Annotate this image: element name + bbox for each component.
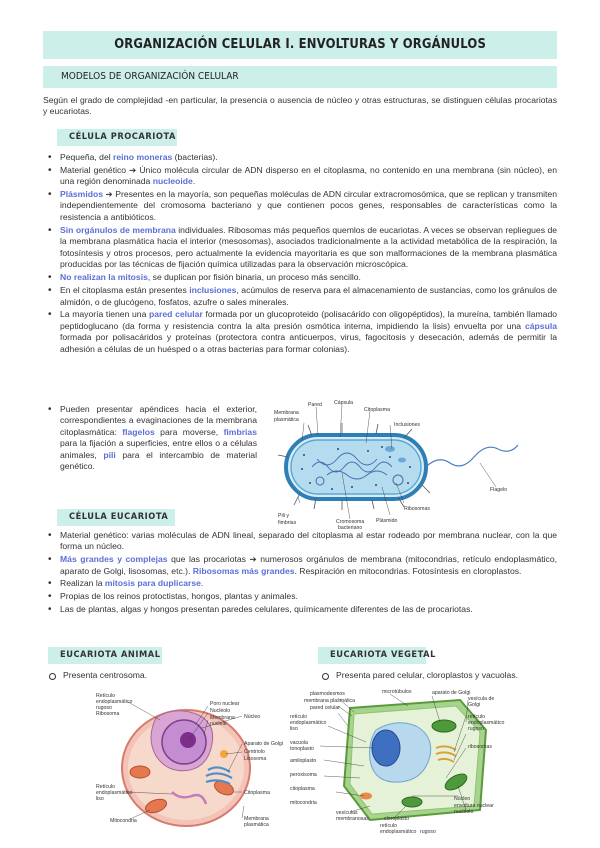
animal-label-rer-1: Retículo [96,693,116,699]
animal-label-citoplasma: Citoplasma [244,790,270,796]
vegetal-list [318,670,558,681]
plant-label-rer2-3: rugoso [420,829,436,835]
label-pared: Pared [308,402,322,408]
plant-label-citoplasma: citoplasma [290,786,315,792]
label-cromosoma: Cromosoma [336,519,365,525]
animal-label-rer-2: endoplasmático [96,699,133,705]
animal-nucleolus [180,732,196,748]
animal-label-ribosoma: Ribosoma [96,711,120,717]
plant-label-nucleolo: nucléolo [454,809,474,815]
animal-label-rel-1: Retículo [96,784,116,790]
bacteria-diagram [272,397,522,530]
eucariota-item-complejas: • Más grandes y complejas que las procariotas ➔ numerosos orgánulos de membrana (mitocondrias, retículo endoplasmático, aparato de Golgi, lisosomas, etc.). Ribosomas más grandes. Respiración en mitocondrias. Fotosíntesis en cloroplastos. [45,554,557,577]
vegetal-heading-tag [318,647,436,664]
plant-label-amiloplasto: amiloplasto [290,758,317,764]
procariota-appendix-list [45,404,257,474]
plant-label-golgi: aparato de Golgi [432,690,471,696]
plant-label-rer-3: rugoso [468,726,484,732]
label-citoplasma: Citoplasma [364,407,390,413]
plant-label-nucleo: Núcleo [454,796,471,802]
plant-label-tonoplasto: tonoplasto [290,746,314,752]
label-fimbrias: fimbrias [278,520,297,526]
label-ribosomas: Ribosomas [404,506,430,512]
plant-chloroplast-1 [432,720,456,732]
animal-label-memb-pl-1: Membrana [244,816,269,822]
plant-label-rer-2: endoplasmático [468,720,505,726]
plant-label-peroxisoma: peroxisoma [290,772,317,778]
bacteria-cell [286,435,426,499]
animal-heading: EUCARIOTA ANIMAL [60,649,161,661]
plant-label-vesiculas-1: vesículas [336,810,358,816]
label-capsula: Cápsula [334,400,354,406]
plant-label-rel-1: retículo [290,714,308,720]
vegetal-item: Presenta pared celular, cloroplastos y vacuolas. [318,670,558,681]
procariota-item-organulos: • Sin orgánulos de membrana individuales. Ribosomas más pequeños quemlos de eucariotas. A veces se observan repliegues de la membrana plasmática hacia el interior (mesosomas), asociados tradicionalmente a la actividad metabólica de la respiración, la fotosíntesis y otros procesos, pero actualmente la evidencia mayoritaria es que son malformaciones de la membrana plasmática producidas por las técnicas de fijación química utilizadas para la observación microscópica. [45,225,557,271]
eucariota-item-reinos: • Propias de los reinos protoctistas, hongos, plantas y animales. [45,591,557,602]
animal-label-golgi: Aparato de Golgi [244,741,283,747]
label-inclusiones: Inclusiones [394,422,420,428]
animal-label-centriolo: Centriolo [244,749,265,755]
label-flagelo: Flagelo [490,487,508,493]
eucariota-item-paredes: • Las de plantas, algas y hongos presentan paredes celulares, químicamente diferentes de las de procariotas. [45,604,557,615]
plant-label-pared: pared celular [310,705,340,711]
animal-label-memb-nuc-2: nuclear [210,721,228,727]
label-membrana: Membrana [274,410,299,416]
animal-label-nucleolo: Nucléolo [210,708,231,714]
plant-label-plasmodesmos: plasmodesmos [310,691,345,697]
procariota-list [45,152,557,357]
animal-label-mitocondria: Mitocondria [110,818,137,824]
plant-label-rer-1: retículo [468,714,486,720]
plant-label-cloroplasto: cloroplasto [384,816,410,822]
eucariota-heading: CÉLULA EUCARIOTA [69,511,169,523]
plant-label-vesiculas-2: membranosas [336,816,369,822]
plant-mitochondria [360,793,372,800]
procariota-item-mitosis: • No realizan la mitosis, se duplican por fisión binaria, un proceso más sencillo. [45,272,557,283]
procariota-item-size: • Pequeña, del reino moneras (bacterias). [45,152,557,163]
animal-label-rel-2: endoplasmático [96,790,133,796]
section-title-bar [43,66,557,88]
procariota-item-pared: • La mayoría tienen una pared celular formada por un glucoproteido (polisacárido con oligopéptidos), la mureína, también llamado peptidoglucano (da forma y resistencia contra la alta presión osmótica interna, impidiendo la lisis) envuelta por una cápsula formada por polisacáridos y proteínas (protectora contra anticuerpos, virus, fagocitosis y desecación, además de permitir la adhesión a células de un huésped o a otras bacterias para formar colonias). [45,309,557,355]
animal-list [45,670,285,681]
plant-label-vesicula-2: Golgi [468,702,481,708]
animal-label-nucleo: Núcleo [244,714,261,720]
section-title: MODELOS DE ORGANIZACIÓN CELULAR [61,71,239,83]
plant-label-rer2-2: endoplasmático [380,829,417,835]
plant-label-envoltura: envoltura nuclear [454,803,494,809]
plant-label-microtubulos: microtúbulos [382,689,412,695]
plant-label-ribosomas: ribosomas [468,744,492,750]
bacteria-flagellum [426,445,518,467]
eucariota-heading-tag [57,509,175,526]
animal-label-lisosoma: Lisosoma [244,756,267,762]
eucariota-item-genetic: • Material genético: varias moléculas de ADN lineal, separado del citoplasma al estar rodeado por membrana nuclear, con la que forma un núcleo. [45,530,557,553]
eucariota-list [45,530,557,617]
animal-mitochondria-1 [130,766,150,778]
animal-heading-tag [48,647,162,664]
animal-cell-diagram [96,688,286,838]
procariota-item-apendices: • Pueden presentar apéndices hacia el exterior, correspondientes a evaginaciones de la membrana citoplasmática: flagelos para moverse, fimbrias para la fijación a superficies, entre ellos o a células animales, pili para el intercambio de material genético. [45,404,257,473]
animal-label-memb-nuc-1: Membrana [210,715,235,721]
plant-label-rer2-1: retículo [380,823,398,829]
label-plasmido: Plásmido [376,518,398,524]
plant-label-vacuola: vacuola [290,740,308,746]
procariota-heading-tag [57,129,177,146]
label-bacteriano: bacteriano [338,525,363,530]
animal-label-memb-pl-2: plasmática [244,822,269,828]
procariota-item-inclusiones: • En el citoplasma están presentes inclusiones, acúmulos de reserva para el almacenamiento de sustancias, como los gránulos de almidón, o de glucógeno, fosfatos, azufre o sales minerales. [45,285,557,308]
plant-label-membrana: membrana plasmática [304,698,356,704]
plant-chloroplast-3 [402,797,422,807]
plant-label-rel-3: liso [290,726,298,732]
eucariota-item-mitosis: • Realizan la mitosis para duplicarse. [45,578,557,589]
plant-nucleus [372,730,400,766]
animal-label-rel-3: liso [96,796,104,802]
animal-label-rer-3: rugoso [96,705,112,711]
label-plasmatica: plasmática [274,417,299,423]
intro-paragraph: Según el grado de complejidad -en particular, la presencia o ausencia de núcleo y otras estructuras, se distinguen células procariotas y eucariotas. [43,95,557,117]
plant-cell-diagram [290,686,506,836]
vegetal-heading: EUCARIOTA VEGETAL [330,649,436,661]
procariota-item-plasmidos: • Plásmidos ➔ Presentes en la mayoría, son pequeñas moléculas de ADN circular extracromosómica, que se replican y transmiten independientemente del cromosoma bacteriano y que contienen pocos genes, responsables de características como la resistencia a antibióticos. [45,189,557,223]
animal-label-poro: Poro nuclear [210,701,240,707]
plant-label-mitocondria: mitocondria [290,800,317,806]
page-title: ORGANIZACIÓN CELULAR I. ENVOLTURAS Y ORGÁNULOS [114,36,486,53]
plant-label-vesicula-1: vesícula de [468,696,495,702]
procariota-heading: CÉLULA PROCARIOTA [69,131,176,143]
procariota-item-genetic: • Material genético ➔ Único molécula circular de ADN disperso en el citoplasma, no contenido en una membrana (sin núcleo), en una región denominada nucleoide. [45,165,557,188]
animal-item: Presenta centrosoma. [45,670,285,681]
page-title-bar [43,31,557,59]
plant-label-rel-2: endoplasmático [290,720,327,726]
label-pili: Pili y [278,513,289,519]
